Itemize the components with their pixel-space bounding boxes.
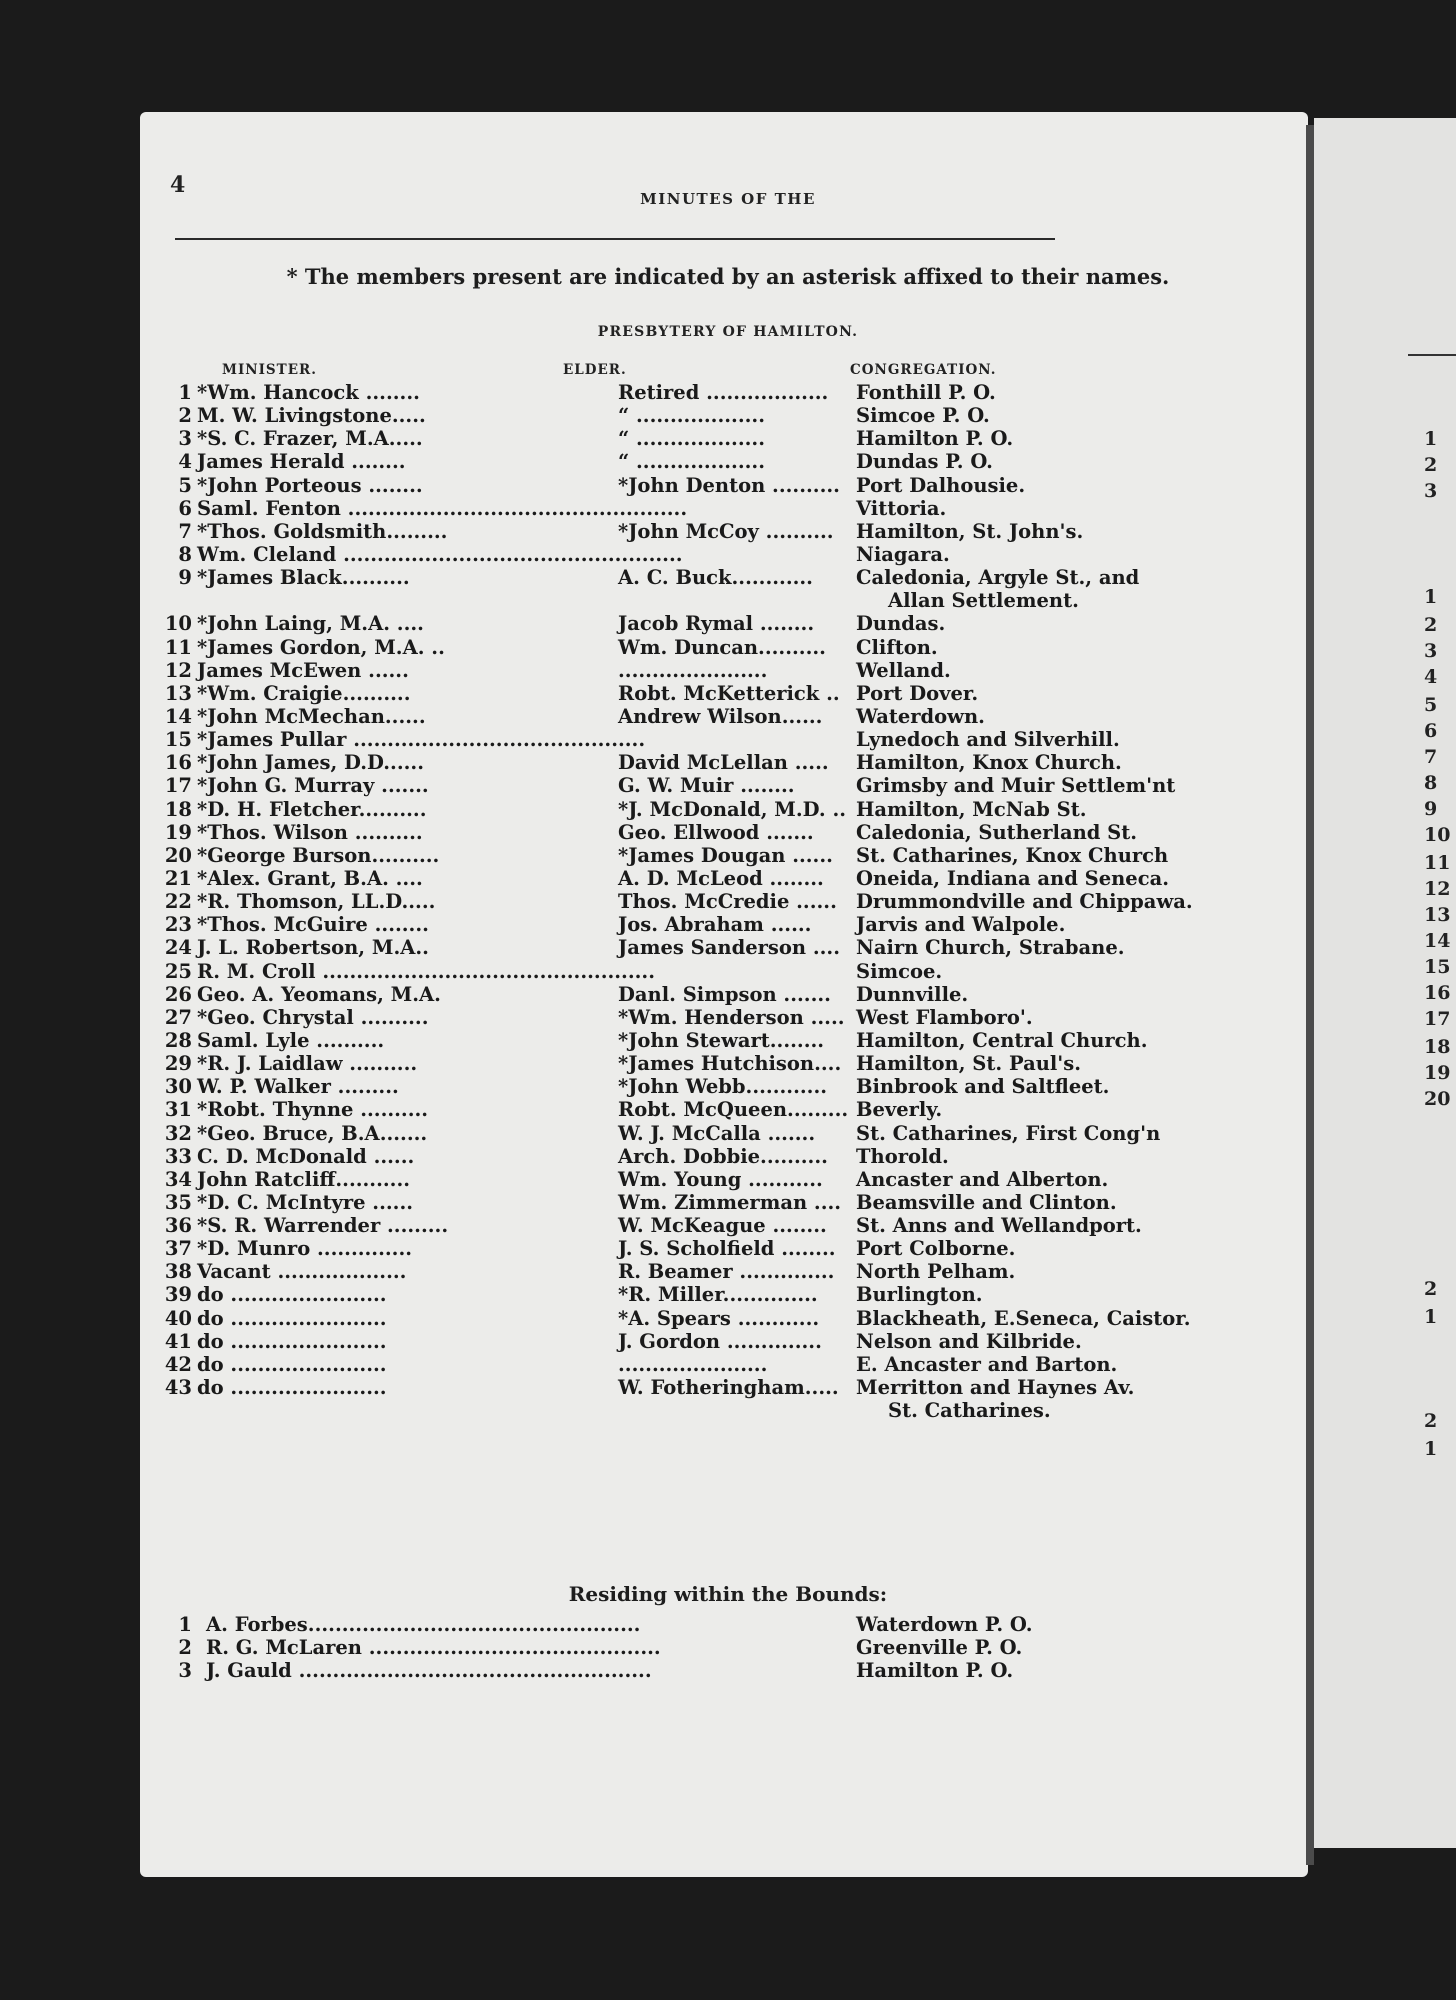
- next-page-number: 2: [1424, 1410, 1438, 1432]
- minister-name: *D. Munro ..............: [197, 1237, 413, 1261]
- congregation-name: St. Catharines.: [888, 1399, 1051, 1423]
- congregation-name: Dundas P. O.: [856, 450, 993, 474]
- minister-name: do .......................: [197, 1306, 387, 1330]
- minister-name: do .......................: [197, 1376, 387, 1400]
- congregation-name: Drummondville and Chippawa.: [856, 890, 1193, 914]
- minister-name: *James Black..........: [197, 566, 410, 590]
- congregation-name: Port Dalhousie.: [856, 473, 1026, 497]
- elder-name: ......................: [618, 658, 768, 682]
- next-page-number: 1: [1424, 428, 1438, 450]
- congregation-name: Jarvis and Walpole.: [856, 913, 1066, 937]
- row-number: 42: [164, 1352, 192, 1376]
- roll-row: [150, 751, 1170, 774]
- row-number: 9: [178, 566, 192, 590]
- elder-name: Wm. Zimmerman ....: [618, 1190, 842, 1214]
- residing-row: [150, 1613, 1170, 1636]
- row-number: 6: [178, 496, 192, 520]
- congregation-name: Simcoe.: [856, 959, 943, 983]
- minister-name: do .......................: [197, 1352, 387, 1376]
- row-number: 27: [164, 1005, 192, 1029]
- minister-name: *R. J. Laidlaw ..........: [197, 1052, 418, 1076]
- row-number: 32: [164, 1121, 192, 1145]
- congregation-name: Niagara.: [856, 542, 950, 566]
- minister-name: Wm. Cleland ..................................................: [197, 542, 683, 566]
- roll-row: [150, 404, 1170, 427]
- row-number: 7: [178, 519, 192, 543]
- roll-row: [150, 589, 1170, 612]
- roll-row: [150, 1098, 1170, 1121]
- presbytery-roll: [150, 381, 1193, 1423]
- elder-name: *J. McDonald, M.D. ..: [618, 797, 847, 821]
- minister-name: *James Gordon, M.A. ..: [197, 635, 445, 659]
- resident-place: Hamilton P. O.: [856, 1659, 1014, 1683]
- roll-row: [150, 1075, 1170, 1098]
- minister-name: *Wm. Craigie..........: [197, 681, 411, 705]
- roll-row: [150, 1353, 1170, 1376]
- minister-name: *R. Thomson, LL.D.....: [197, 890, 436, 914]
- minister-name: *John Porteous ........: [197, 473, 423, 497]
- elder-name: David McLellan .....: [618, 751, 829, 775]
- row-number: 8: [178, 542, 192, 566]
- elder-name: Geo. Ellwood .......: [618, 820, 814, 844]
- minister-name: *George Burson..........: [197, 843, 440, 867]
- next-page-number: 18: [1424, 1036, 1451, 1058]
- congregation-name: Hamilton, Knox Church.: [856, 751, 1122, 775]
- row-number: 43: [164, 1376, 192, 1400]
- roll-row: [150, 1052, 1170, 1075]
- minister-name: J. L. Robertson, M.A..: [197, 936, 429, 960]
- elder-name: *Wm. Henderson .....: [618, 1005, 845, 1029]
- elder-name: *John Webb............: [618, 1075, 828, 1099]
- congregation-name: St. Catharines, First Cong'n: [856, 1121, 1161, 1145]
- roll-row: [150, 798, 1170, 821]
- roll-row: [150, 890, 1193, 914]
- row-number: 35: [164, 1190, 192, 1214]
- elder-name: Retired ..................: [618, 381, 829, 404]
- congregation-name: Dundas.: [856, 612, 946, 636]
- minister-name: R. M. Croll .................................................: [197, 959, 656, 983]
- congregation-name: Burlington.: [856, 1283, 983, 1307]
- roll-row: [150, 1260, 1170, 1283]
- next-page-number: 17: [1424, 1008, 1451, 1030]
- minister-name: *Alex. Grant, B.A. ....: [197, 866, 423, 890]
- minister-name: do .......................: [197, 1329, 387, 1353]
- minister-name: *John McMechan......: [197, 704, 426, 728]
- row-number: 37: [164, 1237, 192, 1261]
- row-number: 4: [178, 450, 192, 474]
- minister-name: Geo. A. Yeomans, M.A.: [197, 982, 441, 1006]
- minister-name: *John James, D.D......: [197, 751, 424, 775]
- minister-name: *John Laing, M.A. ....: [197, 612, 424, 636]
- roll-row: [150, 1214, 1170, 1237]
- next-page-number: 19: [1424, 1062, 1451, 1084]
- elder-name: W. McKeague ........: [618, 1214, 827, 1238]
- row-number: 10: [164, 612, 192, 636]
- minister-name: John Ratcliff...........: [197, 1167, 411, 1191]
- congregation-name: Thorold.: [856, 1144, 949, 1168]
- resident-name: A. Forbes.................................................: [206, 1613, 641, 1636]
- row-number: 29: [164, 1052, 192, 1076]
- roll-row: [150, 520, 1170, 543]
- elder-name: “ ...................: [618, 404, 765, 428]
- roll-row: [150, 450, 1170, 473]
- presbytery-title: PRESBYTERY OF HAMILTON.: [597, 324, 859, 340]
- row-number: 16: [164, 751, 192, 775]
- elder-name: W. Fotheringham.....: [618, 1376, 839, 1400]
- elder-name: ......................: [618, 1352, 768, 1376]
- elder-name: *James Hutchison....: [618, 1052, 842, 1076]
- elder-name: *James Dougan ......: [618, 843, 833, 867]
- row-number: 38: [164, 1260, 192, 1284]
- next-page-number: 5: [1424, 694, 1438, 716]
- elder-name: Wm. Young ...........: [618, 1167, 823, 1191]
- elder-name: J. S. Scholfield ........: [618, 1237, 836, 1261]
- row-number: 28: [164, 1028, 192, 1052]
- next-page-number: 14: [1424, 930, 1451, 952]
- minister-name: Saml. Lyle ..........: [197, 1028, 385, 1052]
- roll-row: [150, 381, 1170, 404]
- congregation-name: Nelson and Kilbride.: [856, 1329, 1082, 1353]
- row-number: 23: [164, 913, 192, 937]
- roll-row: [150, 1399, 1170, 1422]
- roll-row: [150, 1237, 1170, 1260]
- next-page-number: 3: [1424, 640, 1438, 662]
- minister-name: Vacant ...................: [197, 1260, 407, 1284]
- roll-row: [150, 867, 1170, 890]
- resident-name: J. Gauld ....................................................: [206, 1659, 652, 1683]
- row-number: 17: [164, 774, 192, 798]
- residing-row: [150, 1636, 1170, 1659]
- congregation-name: Merritton and Haynes Av.: [856, 1376, 1135, 1400]
- resident-place: Waterdown P. O.: [856, 1613, 1033, 1636]
- roll-row: [150, 566, 1170, 589]
- congregation-name: Simcoe P. O.: [856, 404, 990, 428]
- row-number: 2: [178, 404, 192, 428]
- minister-name: *S. C. Frazer, M.A.....: [197, 427, 423, 451]
- header-rule: [175, 238, 1055, 240]
- row-number: 12: [164, 658, 192, 682]
- roll-row: [150, 659, 1170, 682]
- elder-name: Robt. McQueen.........: [618, 1098, 849, 1122]
- elder-name: “ ...................: [618, 427, 765, 451]
- congregation-name: Grimsby and Muir Settlem'nt: [856, 774, 1176, 798]
- minister-name: Saml. Fenton ..................................................: [197, 496, 688, 520]
- row-number: 5: [178, 473, 192, 497]
- elder-name: G. W. Muir ........: [618, 774, 795, 798]
- minister-name: *James Pullar ...........................................: [197, 728, 646, 752]
- roll-row: [150, 1122, 1170, 1145]
- congregation-name: Waterdown.: [856, 704, 985, 728]
- next-page-number: 6: [1424, 720, 1438, 742]
- row-number: 1: [178, 1613, 192, 1636]
- congregation-name: Hamilton, Central Church.: [856, 1028, 1148, 1052]
- minister-name: do .......................: [197, 1283, 387, 1307]
- congregation-name: Hamilton, St. John's.: [856, 519, 1084, 543]
- next-page-number: 1: [1424, 1438, 1438, 1460]
- next-page-number: 20: [1424, 1088, 1451, 1110]
- congregation-name: Allan Settlement.: [888, 589, 1079, 613]
- next-page-number: 4: [1424, 666, 1438, 688]
- row-number: 15: [164, 728, 192, 752]
- row-number: 1: [178, 381, 192, 404]
- resident-name: R. G. McLaren ...........................................: [206, 1636, 661, 1660]
- roll-row: [150, 1029, 1170, 1052]
- congregation-name: Hamilton P. O.: [856, 427, 1014, 451]
- roll-row: [150, 612, 1170, 635]
- row-number: 14: [164, 704, 192, 728]
- minister-name: *Geo. Bruce, B.A.......: [197, 1121, 428, 1145]
- roll-row: [150, 543, 1170, 566]
- roll-row: [150, 1283, 1170, 1306]
- congregation-name: E. Ancaster and Barton.: [856, 1352, 1118, 1376]
- congregation-name: Vittoria.: [856, 496, 947, 520]
- next-page-number: 1: [1424, 1306, 1438, 1328]
- congregation-name: Hamilton, McNab St.: [856, 797, 1087, 821]
- minister-name: C. D. McDonald ......: [197, 1144, 415, 1168]
- next-page-number: 2: [1424, 1278, 1438, 1300]
- residing-heading: Residing within the Bounds:: [568, 1582, 888, 1606]
- row-number: 18: [164, 797, 192, 821]
- elder-name: Wm. Duncan..........: [618, 635, 826, 659]
- running-head: MINUTES OF THE: [640, 190, 816, 208]
- row-number: 31: [164, 1098, 192, 1122]
- elder-name: James Sanderson ....: [618, 936, 840, 960]
- congregation-name: North Pelham.: [856, 1260, 1016, 1284]
- elder-name: *A. Spears ............: [618, 1306, 820, 1330]
- next-page-number: 8: [1424, 772, 1438, 794]
- minister-name: M. W. Livingstone.....: [197, 404, 426, 428]
- roll-row: [150, 844, 1170, 867]
- roll-row: [150, 705, 1170, 728]
- congregation-name: Dunnville.: [856, 982, 969, 1006]
- elder-name: *John Stewart........: [618, 1028, 825, 1052]
- minister-column-header: MINISTER.: [222, 362, 317, 378]
- row-number: 34: [164, 1167, 192, 1191]
- roll-row: [150, 1168, 1170, 1191]
- elder-name: R. Beamer ..............: [618, 1260, 835, 1284]
- roll-row: [150, 821, 1170, 844]
- congregation-name: Fonthill P. O.: [856, 381, 996, 404]
- next-page-number: 12: [1424, 878, 1451, 900]
- roll-row: [150, 682, 1170, 705]
- roll-row: [150, 474, 1170, 497]
- row-number: 21: [164, 866, 192, 890]
- elder-name: Andrew Wilson......: [618, 704, 823, 728]
- row-number: 22: [164, 890, 192, 914]
- minister-name: *Thos. Wilson ..........: [197, 820, 423, 844]
- elder-name: Jacob Rymal ........: [618, 612, 815, 636]
- elder-name: Arch. Dobbie..........: [618, 1144, 828, 1168]
- congregation-name: Beverly.: [856, 1098, 943, 1122]
- row-number: 19: [164, 820, 192, 844]
- row-number: 41: [164, 1329, 192, 1353]
- elder-name: *John Denton ..........: [618, 473, 840, 497]
- row-number: 24: [164, 936, 192, 960]
- next-page-number: 9: [1424, 798, 1438, 820]
- minister-name: *D. C. McIntyre ......: [197, 1190, 414, 1214]
- roll-row: [150, 1191, 1170, 1214]
- row-number: 25: [164, 959, 192, 983]
- minister-name: *S. R. Warrender .........: [197, 1214, 449, 1238]
- next-page-number: 2: [1424, 454, 1438, 476]
- row-number: 26: [164, 982, 192, 1006]
- roll-row: [150, 936, 1170, 959]
- row-number: 13: [164, 681, 192, 705]
- roll-row: [150, 983, 1170, 1006]
- roll-row: [150, 1306, 1191, 1330]
- congregation-name: Nairn Church, Strabane.: [856, 936, 1125, 960]
- minister-name: *John G. Murray .......: [197, 774, 429, 798]
- elder-name: Robt. McKetterick ..: [618, 681, 840, 705]
- residing-list: [150, 1613, 1170, 1683]
- next-page-number: 11: [1424, 852, 1451, 874]
- congregation-name: Port Dover.: [856, 681, 979, 705]
- roll-row: [150, 1145, 1170, 1168]
- congregation-name: St. Catharines, Knox Church: [856, 843, 1169, 867]
- roll-row: [150, 427, 1170, 450]
- roll-row: [150, 774, 1176, 798]
- elder-name: W. J. McCalla .......: [618, 1121, 816, 1145]
- elder-name: *R. Miller..............: [618, 1283, 818, 1307]
- congregation-name: Ancaster and Alberton.: [856, 1167, 1109, 1191]
- elder-name: A. C. Buck............: [618, 566, 813, 590]
- congregation-name: Welland.: [856, 658, 951, 682]
- congregation-name: West Flamboro'.: [856, 1005, 1033, 1029]
- roll-row: [150, 728, 1170, 751]
- row-number: 40: [164, 1306, 192, 1330]
- row-number: 20: [164, 843, 192, 867]
- congregation-name: Blackheath, E.Seneca, Caistor.: [856, 1306, 1191, 1330]
- minister-name: W. P. Walker .........: [197, 1075, 399, 1099]
- minister-name: James McEwen ......: [197, 658, 409, 682]
- row-number: 36: [164, 1214, 192, 1238]
- congregation-column-header: CONGREGATION.: [850, 362, 997, 378]
- congregation-name: Port Colborne.: [856, 1237, 1016, 1261]
- elder-name: “ ...................: [618, 450, 765, 474]
- row-number: 39: [164, 1283, 192, 1307]
- roll-row: [150, 960, 1170, 983]
- asterisk-note: * The members present are indicated by an asterisk affixed to their names.: [286, 264, 1170, 289]
- congregation-name: Caledonia, Argyle St., and: [856, 566, 1140, 590]
- row-number: 11: [164, 635, 192, 659]
- minister-name: *D. H. Fletcher..........: [197, 797, 427, 821]
- elder-name: Jos. Abraham ......: [618, 913, 812, 937]
- row-number: 30: [164, 1075, 192, 1099]
- next-page-number: 2: [1424, 614, 1438, 636]
- page-number: 4: [170, 172, 186, 198]
- elder-name: A. D. McLeod ........: [618, 866, 824, 890]
- congregation-name: Oneida, Indiana and Seneca.: [856, 866, 1170, 890]
- next-page-number: 3: [1424, 480, 1438, 502]
- elder-name: *John McCoy ..........: [618, 519, 834, 543]
- row-number: 2: [178, 1636, 192, 1660]
- resident-place: Greenville P. O.: [856, 1636, 1023, 1660]
- elder-name: Thos. McCredie ......: [618, 890, 837, 914]
- congregation-name: Clifton.: [856, 635, 938, 659]
- congregation-name: Beamsville and Clinton.: [856, 1190, 1117, 1214]
- roll-row: [150, 1006, 1170, 1029]
- elder-name: J. Gordon ..............: [618, 1329, 822, 1353]
- roll-row: [150, 497, 1170, 520]
- next-page-rule: [1408, 354, 1456, 356]
- congregation-name: Binbrook and Saltfleet.: [856, 1075, 1110, 1099]
- congregation-name: Lynedoch and Silverhill.: [856, 728, 1120, 752]
- elder-column-header: ELDER.: [563, 362, 627, 378]
- next-page-number: 15: [1424, 956, 1451, 978]
- congregation-name: Caledonia, Sutherland St.: [856, 820, 1138, 844]
- roll-row: [150, 636, 1170, 659]
- row-number: 33: [164, 1144, 192, 1168]
- elder-name: Danl. Simpson .......: [618, 982, 831, 1006]
- row-number: 3: [178, 427, 192, 451]
- minister-name: *Thos. McGuire ........: [197, 913, 429, 937]
- roll-row: [150, 1330, 1170, 1353]
- next-page-number: 13: [1424, 904, 1451, 926]
- congregation-name: Hamilton, St. Paul's.: [856, 1052, 1082, 1076]
- roll-row: [150, 913, 1170, 936]
- roll-row: [150, 1376, 1170, 1399]
- residing-row: [150, 1659, 1170, 1682]
- minister-name: James Herald ........: [197, 450, 406, 474]
- congregation-name: St. Anns and Wellandport.: [856, 1214, 1142, 1238]
- minister-name: *Geo. Chrystal ..........: [197, 1005, 429, 1029]
- next-page-number: 16: [1424, 982, 1451, 1004]
- next-page-number: 7: [1424, 746, 1438, 768]
- minister-name: *Robt. Thynne ..........: [197, 1098, 429, 1122]
- minister-name: *Wm. Hancock ........: [197, 381, 420, 404]
- row-number: 3: [178, 1659, 192, 1683]
- next-page-number: 10: [1424, 824, 1451, 846]
- minister-name: *Thos. Goldsmith.........: [197, 519, 448, 543]
- next-page-number: 1: [1424, 586, 1438, 608]
